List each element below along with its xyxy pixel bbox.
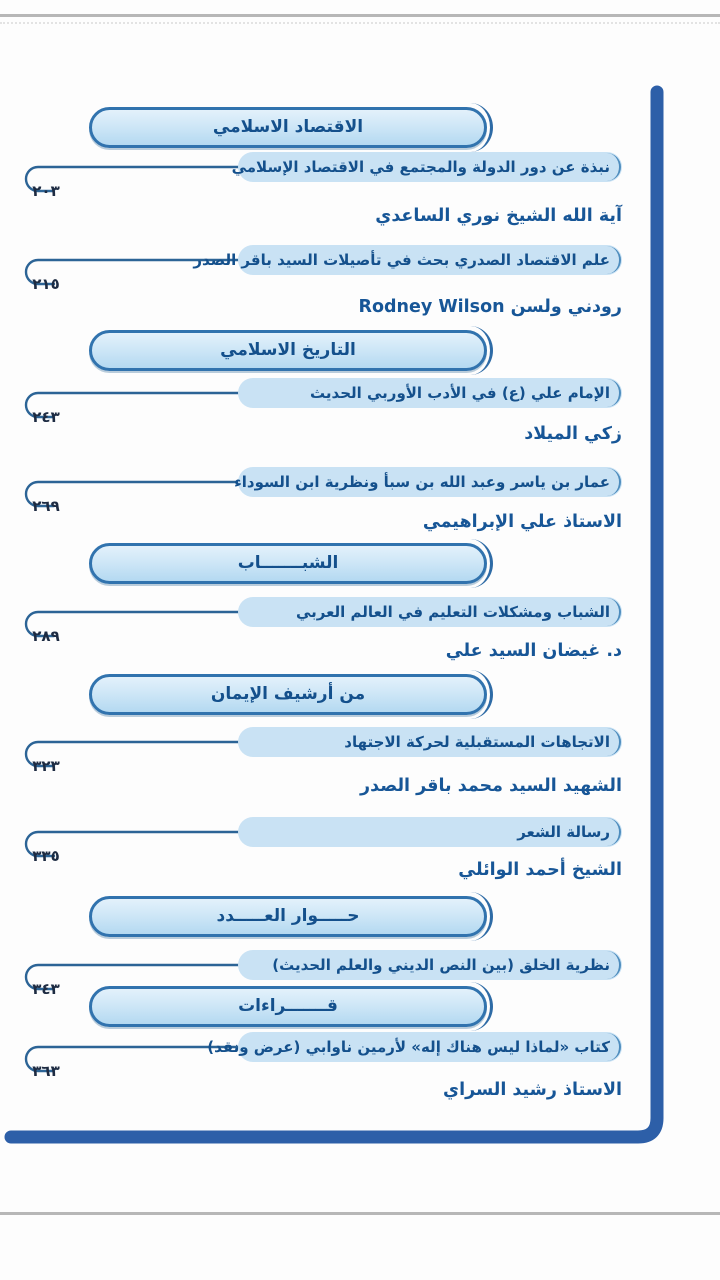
page-number: ٢٠٣ (32, 182, 60, 200)
page-number: ٢٤٣ (32, 408, 60, 426)
page-number: ٣٤٣ (32, 980, 60, 998)
entry-pill (238, 597, 622, 627)
section-header-readings (89, 986, 487, 1027)
page-number: ٢٦٩ (32, 497, 60, 515)
toc-entry (0, 1032, 622, 1080)
page-number: ٢٨٩ (32, 627, 60, 645)
section-header-faith-archive (89, 674, 487, 715)
author-name: الاستاذ علي الإبراهيمي (422, 512, 622, 532)
toc-entry (0, 950, 622, 998)
section-header-label: من أرشيف الإيمان (210, 684, 366, 704)
section-header-islamic-history (89, 330, 487, 371)
toc-entry (0, 467, 622, 515)
entry-title: الإمام علي (ع) في الأدب الأوربي الحديث (310, 384, 610, 402)
toc-entry (0, 245, 622, 293)
entry-pill (193, 245, 622, 275)
toc-entry (0, 727, 622, 775)
toc-entry (0, 597, 622, 645)
page-number: ٣٦٣ (32, 1062, 60, 1080)
entry-title: نظرية الخلق (بين النص الديني والعلم الحديث) (272, 956, 610, 974)
entry-title: الاتجاهات المستقبلية لحركة الاجتهاد (344, 733, 610, 751)
entry-pill (238, 950, 622, 980)
section-header-label: الشبـــــــاب (237, 553, 339, 573)
entry-pill (238, 817, 622, 847)
entry-title: الشباب ومشكلات التعليم في العالم العربي (295, 603, 610, 621)
author-name: آية الله الشيخ نوري الساعدي (375, 206, 622, 226)
entry-title: نبذة عن دور الدولة والمجتمع في الاقتصاد الإسلامي (231, 158, 610, 176)
author-name: الشيخ أحمد الوائلي (458, 860, 622, 880)
section-header-label: الاقتصاد الاسلامي (212, 117, 364, 137)
entry-pill (238, 727, 622, 757)
section-header-issue-dialogue (89, 896, 487, 937)
entry-pill (231, 152, 622, 182)
section-header-label: قـــــــراءات (238, 996, 338, 1016)
page-number: ٣٣٥ (32, 847, 60, 865)
section-header-label: حـــــوار العـــــدد (216, 906, 360, 926)
entry-pill (238, 378, 622, 408)
toc-entry (0, 817, 622, 865)
entry-title: كتاب «لماذا ليس هناك إله» لأرمين ناوابي (عرض ونقد) (207, 1038, 610, 1056)
author-name: زكي الميلاد (524, 424, 622, 444)
toc-entry (0, 152, 622, 200)
section-header-label: التاريخ الاسلامي (220, 340, 356, 360)
entry-pill (207, 1032, 622, 1062)
entry-title: رسالة الشعر (517, 823, 610, 841)
author-name: رودني ولسن Rodney Wilson (358, 297, 622, 317)
entry-title: عمار بن ياسر وعبد الله بن سبأ ونظرية ابن السوداء (234, 473, 610, 491)
page-number: ٢١٥ (32, 275, 60, 293)
toc-entry (0, 378, 622, 426)
entry-title: علم الاقتصاد الصدري بحث في تأصيلات السيد باقر الصدر (193, 251, 610, 269)
entry-pill (234, 467, 622, 497)
section-header-youth (89, 543, 487, 584)
author-name: الشهيد السيد محمد باقر الصدر (360, 776, 622, 796)
section-header-islamic-economy (89, 107, 487, 148)
page-number: ٣٢٣ (32, 757, 60, 775)
author-name: د. غيضان السيد علي (445, 641, 622, 661)
author-name: الاستاذ رشيد السراي (443, 1080, 622, 1100)
